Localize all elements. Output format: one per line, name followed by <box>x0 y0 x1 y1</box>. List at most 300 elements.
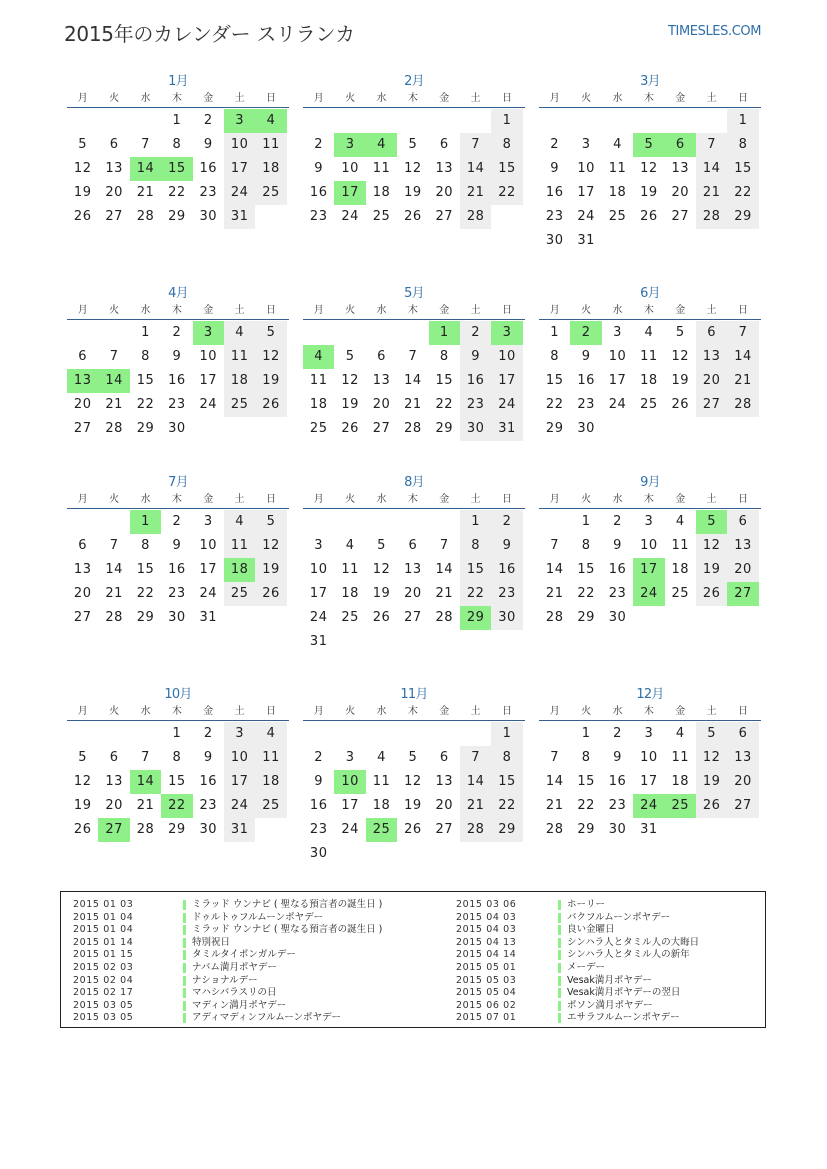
day-cell[interactable]: 19 <box>372 586 391 601</box>
holiday-day-cell[interactable]: 25 <box>366 818 397 842</box>
weekend-day-cell[interactable]: 5 <box>255 321 286 345</box>
weekend-day-cell[interactable]: 12 <box>696 534 727 558</box>
day-cell[interactable]: 20 <box>73 586 92 601</box>
weekend-day-cell[interactable]: 9 <box>460 345 491 369</box>
weekend-day-cell[interactable]: 15 <box>491 157 522 181</box>
day-cell[interactable]: 23 <box>168 586 186 601</box>
weekend-day-cell[interactable]: 1 <box>727 109 758 133</box>
day-cell[interactable]: 5 <box>408 137 418 152</box>
day-cell[interactable]: 27 <box>404 610 422 625</box>
day-cell[interactable]: 16 <box>577 373 595 388</box>
weekend-day-cell[interactable]: 7 <box>696 133 727 157</box>
day-cell[interactable]: 30 <box>545 233 564 248</box>
holiday-day-cell[interactable]: 1 <box>429 321 460 345</box>
weekend-day-cell[interactable]: 18 <box>255 770 286 794</box>
day-cell[interactable]: 19 <box>404 185 422 200</box>
weekend-day-cell[interactable]: 25 <box>255 181 286 205</box>
weekend-day-cell[interactable]: 4 <box>224 510 255 534</box>
day-cell[interactable]: 25 <box>309 421 328 436</box>
day-cell[interactable]: 18 <box>372 798 391 813</box>
day-cell[interactable]: 10 <box>640 750 658 765</box>
weekend-day-cell[interactable]: 14 <box>696 157 727 181</box>
day-cell[interactable]: 2 <box>172 514 182 529</box>
day-cell[interactable]: 14 <box>435 562 454 577</box>
weekend-day-cell[interactable]: 28 <box>696 205 727 229</box>
day-cell[interactable]: 27 <box>435 822 454 837</box>
day-cell[interactable]: 19 <box>404 798 422 813</box>
day-cell[interactable]: 31 <box>309 634 328 649</box>
day-cell[interactable]: 2 <box>314 137 324 152</box>
day-cell[interactable]: 15 <box>577 774 595 789</box>
day-cell[interactable]: 30 <box>199 822 218 837</box>
holiday-day-cell[interactable]: 14 <box>98 369 129 393</box>
day-cell[interactable]: 13 <box>435 161 454 176</box>
day-cell[interactable]: 8 <box>439 349 449 364</box>
day-cell[interactable]: 1 <box>172 726 182 741</box>
weekend-day-cell[interactable]: 22 <box>460 582 491 606</box>
day-cell[interactable]: 16 <box>199 161 218 176</box>
day-cell[interactable]: 5 <box>345 349 355 364</box>
weekend-day-cell[interactable]: 29 <box>727 205 758 229</box>
weekend-day-cell[interactable]: 30 <box>460 417 491 441</box>
day-cell[interactable]: 25 <box>640 397 658 412</box>
day-cell[interactable]: 6 <box>377 349 386 364</box>
day-cell[interactable]: 8 <box>550 349 560 364</box>
day-cell[interactable]: 8 <box>172 750 182 765</box>
weekend-day-cell[interactable]: 21 <box>460 794 491 818</box>
day-cell[interactable]: 1 <box>141 325 150 340</box>
day-cell[interactable]: 29 <box>435 421 454 436</box>
day-cell[interactable]: 11 <box>341 562 359 577</box>
weekend-day-cell[interactable]: 25 <box>224 393 255 417</box>
day-cell[interactable]: 20 <box>105 185 123 200</box>
day-cell[interactable]: 20 <box>73 397 92 412</box>
day-cell[interactable]: 6 <box>109 137 119 152</box>
holiday-day-cell[interactable]: 18 <box>224 558 255 582</box>
day-cell[interactable]: 19 <box>341 397 359 412</box>
day-cell[interactable]: 24 <box>199 586 218 601</box>
day-cell[interactable]: 16 <box>545 185 564 200</box>
day-cell[interactable]: 24 <box>199 397 218 412</box>
day-cell[interactable]: 19 <box>671 373 690 388</box>
day-cell[interactable]: 21 <box>136 798 155 813</box>
day-cell[interactable]: 3 <box>613 325 622 340</box>
day-cell[interactable]: 16 <box>608 774 627 789</box>
day-cell[interactable]: 10 <box>341 161 359 176</box>
day-cell[interactable]: 3 <box>644 726 654 741</box>
day-cell[interactable]: 28 <box>435 610 454 625</box>
weekend-day-cell[interactable]: 28 <box>460 818 491 842</box>
day-cell[interactable]: 4 <box>345 538 355 553</box>
weekend-day-cell[interactable]: 1 <box>491 109 522 133</box>
weekend-day-cell[interactable]: 8 <box>491 133 522 157</box>
day-cell[interactable]: 18 <box>608 185 627 200</box>
day-cell[interactable]: 16 <box>608 562 627 577</box>
holiday-day-cell[interactable]: 17 <box>334 181 365 205</box>
day-cell[interactable]: 6 <box>78 538 88 553</box>
weekend-day-cell[interactable]: 7 <box>460 746 491 770</box>
day-cell[interactable]: 29 <box>577 822 595 837</box>
day-cell[interactable]: 23 <box>309 822 328 837</box>
day-cell[interactable]: 22 <box>136 586 155 601</box>
day-cell[interactable]: 27 <box>372 421 391 436</box>
day-cell[interactable]: 3 <box>345 750 355 765</box>
holiday-day-cell[interactable]: 4 <box>303 345 334 369</box>
weekend-day-cell[interactable]: 12 <box>696 746 727 770</box>
day-cell[interactable]: 26 <box>341 421 359 436</box>
weekend-day-cell[interactable]: 15 <box>491 770 522 794</box>
weekend-day-cell[interactable]: 11 <box>255 746 286 770</box>
weekend-day-cell[interactable]: 9 <box>491 534 522 558</box>
day-cell[interactable]: 9 <box>314 161 324 176</box>
day-cell[interactable]: 18 <box>341 586 359 601</box>
holiday-day-cell[interactable]: 22 <box>161 794 192 818</box>
weekend-day-cell[interactable]: 10 <box>224 746 255 770</box>
day-cell[interactable]: 20 <box>372 397 391 412</box>
weekend-day-cell[interactable]: 10 <box>224 133 255 157</box>
day-cell[interactable]: 7 <box>141 750 150 765</box>
day-cell[interactable]: 23 <box>199 185 218 200</box>
holiday-day-cell[interactable]: 27 <box>98 818 129 842</box>
day-cell[interactable]: 1 <box>172 113 182 128</box>
day-cell[interactable]: 12 <box>73 161 92 176</box>
holiday-day-cell[interactable]: 13 <box>67 369 98 393</box>
holiday-day-cell[interactable]: 10 <box>334 770 365 794</box>
day-cell[interactable]: 29 <box>168 209 186 224</box>
day-cell[interactable]: 28 <box>136 209 155 224</box>
day-cell[interactable]: 5 <box>78 137 88 152</box>
day-cell[interactable]: 16 <box>168 562 186 577</box>
day-cell[interactable]: 18 <box>671 562 690 577</box>
weekend-day-cell[interactable]: 14 <box>460 157 491 181</box>
weekend-day-cell[interactable]: 19 <box>696 558 727 582</box>
weekend-day-cell[interactable]: 20 <box>696 369 727 393</box>
day-cell[interactable]: 10 <box>199 538 218 553</box>
weekend-day-cell[interactable]: 16 <box>460 369 491 393</box>
day-cell[interactable]: 18 <box>309 397 328 412</box>
day-cell[interactable]: 2 <box>314 750 324 765</box>
day-cell[interactable]: 28 <box>105 610 123 625</box>
day-cell[interactable]: 26 <box>372 610 391 625</box>
day-cell[interactable]: 26 <box>404 209 422 224</box>
day-cell[interactable]: 29 <box>168 822 186 837</box>
day-cell[interactable]: 28 <box>136 822 155 837</box>
holiday-day-cell[interactable]: 3 <box>193 321 224 345</box>
day-cell[interactable]: 28 <box>404 421 422 436</box>
day-cell[interactable]: 5 <box>675 325 685 340</box>
day-cell[interactable]: 16 <box>168 373 186 388</box>
weekend-day-cell[interactable]: 15 <box>460 558 491 582</box>
day-cell[interactable]: 12 <box>372 562 391 577</box>
weekend-day-cell[interactable]: 18 <box>255 157 286 181</box>
day-cell[interactable]: 6 <box>78 349 88 364</box>
day-cell[interactable]: 20 <box>671 185 690 200</box>
day-cell[interactable]: 13 <box>105 774 123 789</box>
holiday-day-cell[interactable]: 4 <box>366 133 397 157</box>
day-cell[interactable]: 16 <box>309 185 328 200</box>
day-cell[interactable]: 31 <box>577 233 595 248</box>
day-cell[interactable]: 28 <box>545 610 564 625</box>
weekend-day-cell[interactable]: 19 <box>696 770 727 794</box>
day-cell[interactable]: 9 <box>172 349 182 364</box>
day-cell[interactable]: 8 <box>172 137 182 152</box>
day-cell[interactable]: 13 <box>671 161 690 176</box>
weekend-day-cell[interactable]: 23 <box>460 393 491 417</box>
day-cell[interactable]: 4 <box>644 325 654 340</box>
day-cell[interactable]: 27 <box>671 209 690 224</box>
day-cell[interactable]: 3 <box>314 538 324 553</box>
day-cell[interactable]: 7 <box>408 349 418 364</box>
day-cell[interactable]: 9 <box>203 750 213 765</box>
holiday-day-cell[interactable]: 24 <box>633 794 664 818</box>
day-cell[interactable]: 26 <box>404 822 422 837</box>
day-cell[interactable]: 15 <box>136 373 155 388</box>
day-cell[interactable]: 11 <box>608 161 627 176</box>
day-cell[interactable]: 22 <box>136 397 155 412</box>
day-cell[interactable]: 7 <box>439 538 449 553</box>
day-cell[interactable]: 20 <box>404 586 422 601</box>
day-cell[interactable]: 26 <box>73 209 92 224</box>
holiday-day-cell[interactable]: 24 <box>633 582 664 606</box>
weekend-day-cell[interactable]: 6 <box>727 510 758 534</box>
day-cell[interactable]: 8 <box>141 349 150 364</box>
day-cell[interactable]: 5 <box>78 750 88 765</box>
day-cell[interactable]: 21 <box>136 185 155 200</box>
day-cell[interactable]: 21 <box>105 586 123 601</box>
day-cell[interactable]: 27 <box>105 209 123 224</box>
holiday-day-cell[interactable]: 3 <box>224 109 255 133</box>
holiday-day-cell[interactable]: 3 <box>334 133 365 157</box>
weekend-day-cell[interactable]: 11 <box>224 345 255 369</box>
day-cell[interactable]: 27 <box>73 421 92 436</box>
day-cell[interactable]: 8 <box>141 538 150 553</box>
day-cell[interactable]: 20 <box>435 185 454 200</box>
weekend-day-cell[interactable]: 5 <box>255 510 286 534</box>
weekend-day-cell[interactable]: 31 <box>224 205 255 229</box>
weekend-day-cell[interactable]: 15 <box>727 157 758 181</box>
weekend-day-cell[interactable]: 14 <box>727 345 758 369</box>
weekend-day-cell[interactable]: 29 <box>491 818 522 842</box>
day-cell[interactable]: 29 <box>577 610 595 625</box>
day-cell[interactable]: 8 <box>581 538 591 553</box>
weekend-day-cell[interactable]: 10 <box>491 345 522 369</box>
day-cell[interactable]: 20 <box>435 798 454 813</box>
weekend-day-cell[interactable]: 27 <box>696 393 727 417</box>
day-cell[interactable]: 29 <box>136 610 155 625</box>
weekend-day-cell[interactable]: 22 <box>491 794 522 818</box>
day-cell[interactable]: 7 <box>141 137 150 152</box>
day-cell[interactable]: 2 <box>613 726 622 741</box>
day-cell[interactable]: 12 <box>640 161 658 176</box>
day-cell[interactable]: 24 <box>341 209 359 224</box>
weekend-day-cell[interactable]: 3 <box>224 722 255 746</box>
day-cell[interactable]: 17 <box>640 774 658 789</box>
weekend-day-cell[interactable]: 13 <box>727 534 758 558</box>
day-cell[interactable]: 30 <box>608 822 627 837</box>
day-cell[interactable]: 2 <box>550 137 560 152</box>
day-cell[interactable]: 13 <box>372 373 391 388</box>
weekend-day-cell[interactable]: 22 <box>491 181 522 205</box>
day-cell[interactable]: 20 <box>105 798 123 813</box>
day-cell[interactable]: 13 <box>105 161 123 176</box>
day-cell[interactable]: 12 <box>404 774 422 789</box>
day-cell[interactable]: 17 <box>309 586 328 601</box>
day-cell[interactable]: 22 <box>545 397 564 412</box>
day-cell[interactable]: 13 <box>435 774 454 789</box>
day-cell[interactable]: 21 <box>545 798 564 813</box>
day-cell[interactable]: 5 <box>377 538 386 553</box>
day-cell[interactable]: 6 <box>109 750 119 765</box>
day-cell[interactable]: 31 <box>199 610 218 625</box>
day-cell[interactable]: 12 <box>671 349 690 364</box>
weekend-day-cell[interactable]: 16 <box>491 558 522 582</box>
day-cell[interactable]: 3 <box>203 514 213 529</box>
weekend-day-cell[interactable]: 28 <box>727 393 758 417</box>
weekend-day-cell[interactable]: 25 <box>224 582 255 606</box>
day-cell[interactable]: 30 <box>577 421 595 436</box>
day-cell[interactable]: 14 <box>404 373 422 388</box>
day-cell[interactable]: 9 <box>613 538 622 553</box>
day-cell[interactable]: 15 <box>545 373 564 388</box>
weekend-day-cell[interactable]: 25 <box>255 794 286 818</box>
weekend-day-cell[interactable]: 4 <box>255 722 286 746</box>
day-cell[interactable]: 10 <box>577 161 595 176</box>
day-cell[interactable]: 14 <box>545 774 564 789</box>
weekend-day-cell[interactable]: 27 <box>727 794 758 818</box>
day-cell[interactable]: 11 <box>640 349 658 364</box>
day-cell[interactable]: 29 <box>136 421 155 436</box>
holiday-day-cell[interactable]: 5 <box>696 510 727 534</box>
day-cell[interactable]: 25 <box>341 610 359 625</box>
weekend-day-cell[interactable]: 21 <box>727 369 758 393</box>
weekend-day-cell[interactable]: 13 <box>696 345 727 369</box>
weekend-day-cell[interactable]: 24 <box>224 794 255 818</box>
day-cell[interactable]: 30 <box>199 209 218 224</box>
holiday-day-cell[interactable]: 14 <box>130 157 161 181</box>
day-cell[interactable]: 18 <box>640 373 658 388</box>
day-cell[interactable]: 17 <box>199 373 218 388</box>
weekend-day-cell[interactable]: 17 <box>491 369 522 393</box>
day-cell[interactable]: 23 <box>309 209 328 224</box>
day-cell[interactable]: 11 <box>671 750 690 765</box>
day-cell[interactable]: 2 <box>203 726 213 741</box>
day-cell[interactable]: 11 <box>372 161 391 176</box>
day-cell[interactable]: 7 <box>550 750 560 765</box>
day-cell[interactable]: 25 <box>608 209 627 224</box>
weekend-day-cell[interactable]: 12 <box>255 345 286 369</box>
day-cell[interactable]: 11 <box>671 538 690 553</box>
weekend-day-cell[interactable]: 28 <box>460 205 491 229</box>
day-cell[interactable]: 24 <box>341 822 359 837</box>
day-cell[interactable]: 21 <box>404 397 422 412</box>
day-cell[interactable]: 2 <box>613 514 622 529</box>
day-cell[interactable]: 7 <box>109 538 119 553</box>
day-cell[interactable]: 21 <box>435 586 454 601</box>
day-cell[interactable]: 26 <box>73 822 92 837</box>
day-cell[interactable]: 23 <box>199 798 218 813</box>
weekend-day-cell[interactable]: 26 <box>696 794 727 818</box>
day-cell[interactable]: 10 <box>199 349 218 364</box>
weekend-day-cell[interactable]: 8 <box>460 534 491 558</box>
day-cell[interactable]: 1 <box>581 514 591 529</box>
holiday-day-cell[interactable]: 1 <box>130 510 161 534</box>
weekend-day-cell[interactable]: 1 <box>491 722 522 746</box>
holiday-day-cell[interactable]: 27 <box>727 582 758 606</box>
weekend-day-cell[interactable]: 23 <box>491 582 522 606</box>
weekend-day-cell[interactable]: 21 <box>460 181 491 205</box>
day-cell[interactable]: 15 <box>435 373 454 388</box>
day-cell[interactable]: 1 <box>581 726 591 741</box>
weekend-day-cell[interactable]: 2 <box>491 510 522 534</box>
day-cell[interactable]: 12 <box>404 161 422 176</box>
day-cell[interactable]: 23 <box>608 798 627 813</box>
weekend-day-cell[interactable]: 11 <box>224 534 255 558</box>
weekend-day-cell[interactable]: 19 <box>255 369 286 393</box>
weekend-day-cell[interactable]: 26 <box>696 582 727 606</box>
day-cell[interactable]: 9 <box>314 774 324 789</box>
day-cell[interactable]: 17 <box>608 373 627 388</box>
day-cell[interactable]: 2 <box>172 325 182 340</box>
weekend-day-cell[interactable]: 7 <box>727 321 758 345</box>
weekend-day-cell[interactable]: 5 <box>696 722 727 746</box>
day-cell[interactable]: 25 <box>671 586 690 601</box>
day-cell[interactable]: 26 <box>671 397 690 412</box>
holiday-day-cell[interactable]: 3 <box>491 321 522 345</box>
weekend-day-cell[interactable]: 26 <box>255 582 286 606</box>
weekend-day-cell[interactable]: 31 <box>491 417 522 441</box>
weekend-day-cell[interactable]: 20 <box>727 770 758 794</box>
holiday-day-cell[interactable]: 14 <box>130 770 161 794</box>
day-cell[interactable]: 17 <box>341 798 359 813</box>
day-cell[interactable]: 29 <box>545 421 564 436</box>
weekend-day-cell[interactable]: 1 <box>460 510 491 534</box>
day-cell[interactable]: 23 <box>577 397 595 412</box>
day-cell[interactable]: 14 <box>545 562 564 577</box>
day-cell[interactable]: 3 <box>644 514 654 529</box>
weekend-day-cell[interactable]: 17 <box>224 770 255 794</box>
day-cell[interactable]: 12 <box>73 774 92 789</box>
weekend-day-cell[interactable]: 2 <box>460 321 491 345</box>
day-cell[interactable]: 14 <box>105 562 123 577</box>
day-cell[interactable]: 27 <box>73 610 92 625</box>
weekend-day-cell[interactable]: 22 <box>727 181 758 205</box>
weekend-day-cell[interactable]: 19 <box>255 558 286 582</box>
day-cell[interactable]: 9 <box>581 349 591 364</box>
day-cell[interactable]: 24 <box>608 397 627 412</box>
day-cell[interactable]: 17 <box>577 185 595 200</box>
day-cell[interactable]: 10 <box>309 562 328 577</box>
day-cell[interactable]: 8 <box>581 750 591 765</box>
day-cell[interactable]: 30 <box>608 610 627 625</box>
day-cell[interactable]: 23 <box>608 586 627 601</box>
day-cell[interactable]: 22 <box>168 185 186 200</box>
holiday-day-cell[interactable]: 17 <box>633 558 664 582</box>
holiday-day-cell[interactable]: 6 <box>665 133 696 157</box>
weekend-day-cell[interactable]: 21 <box>696 181 727 205</box>
day-cell[interactable]: 3 <box>581 137 591 152</box>
day-cell[interactable]: 7 <box>550 538 560 553</box>
weekend-day-cell[interactable]: 24 <box>491 393 522 417</box>
weekend-day-cell[interactable]: 14 <box>460 770 491 794</box>
day-cell[interactable]: 18 <box>671 774 690 789</box>
weekend-day-cell[interactable]: 6 <box>696 321 727 345</box>
day-cell[interactable]: 1 <box>550 325 560 340</box>
holiday-day-cell[interactable]: 15 <box>161 157 192 181</box>
day-cell[interactable]: 4 <box>377 750 386 765</box>
day-cell[interactable]: 19 <box>73 798 92 813</box>
day-cell[interactable]: 10 <box>608 349 627 364</box>
day-cell[interactable]: 4 <box>613 137 622 152</box>
